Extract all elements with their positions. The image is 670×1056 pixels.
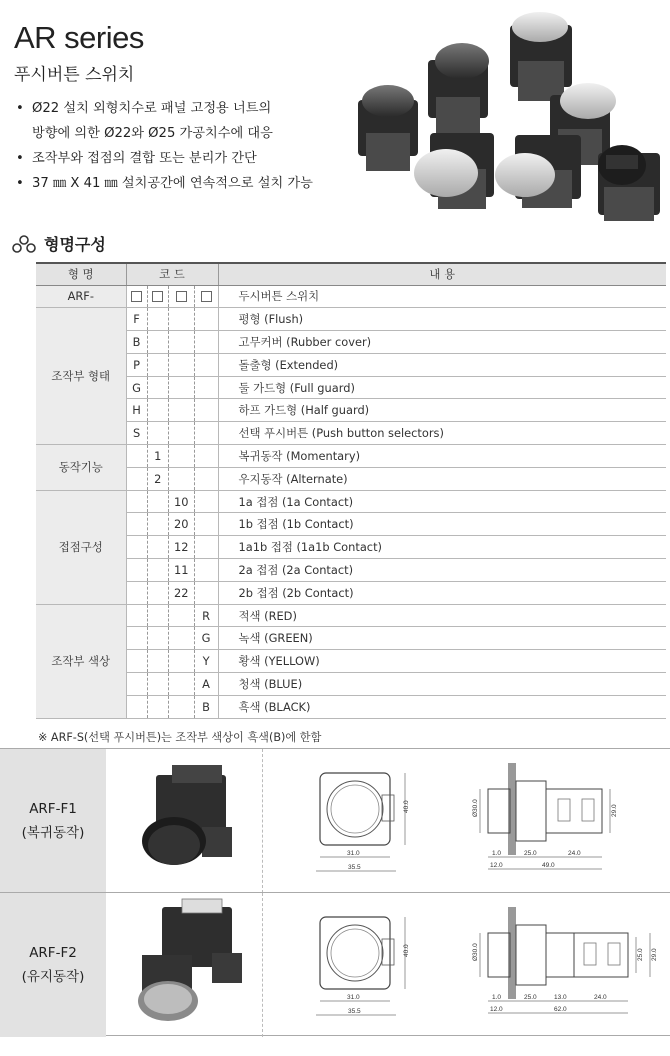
product-photo — [112, 749, 260, 893]
desc-cell: 적색 (RED) — [218, 604, 666, 627]
table-row — [36, 353, 666, 376]
product-row-f1 — [0, 748, 670, 892]
table-row — [36, 376, 666, 399]
dim-d4: 24.0 — [594, 994, 607, 1001]
dim-height: 40.0 — [403, 944, 410, 957]
desc-cell: 고무커버 (Rubber cover) — [218, 331, 666, 354]
header-code: 코 드 — [126, 263, 218, 285]
desc-cell: 황색 (YELLOW) — [218, 650, 666, 673]
desc-cell: 흑색 (BLACK) — [218, 695, 666, 718]
table-row — [36, 559, 666, 582]
dim-d3: 13.0 — [554, 994, 567, 1001]
code-cell: G — [194, 627, 218, 650]
dim-diameter: Ø30.0 — [472, 799, 479, 817]
code-cell: R — [194, 604, 218, 627]
code-cell: 22 — [168, 581, 194, 604]
code-cell: A — [194, 673, 218, 696]
code-cell: P — [126, 353, 147, 376]
dim-width-1: 31.0 — [347, 850, 360, 857]
code-cell: H — [126, 399, 147, 422]
feature-item-continued: 방향에 의한 Ø22와 Ø25 가공치수에 대응 — [32, 126, 273, 141]
dim-height-right-1: 25.0 — [637, 948, 644, 961]
table-row — [36, 399, 666, 422]
table-row — [36, 285, 666, 308]
code-cell: B — [126, 331, 147, 354]
table-row — [36, 467, 666, 490]
product-photo — [112, 893, 260, 1037]
desc-cell: 평형 (Flush) — [218, 308, 666, 331]
dim-total: 62.0 — [554, 1006, 567, 1013]
header-content: 내 용 — [218, 263, 666, 285]
group-contact: 접점구성 — [36, 490, 126, 604]
table-row — [36, 422, 666, 445]
table-row — [36, 581, 666, 604]
desc-cell: 1a 접점 (1a Contact) — [218, 490, 666, 513]
product-group-photo — [350, 5, 668, 227]
dim-d2: 25.0 — [524, 850, 537, 857]
group-operator-type: 조작부 형태 — [36, 308, 126, 445]
desc-cell: 청색 (BLUE) — [218, 673, 666, 696]
feature-item: • Ø22 설치 외형치수로 패널 고정용 너트의 — [16, 96, 346, 121]
dim-width-2: 35.5 — [348, 1008, 361, 1015]
section-header — [12, 232, 106, 255]
desc-cell: 1b 접점 (1b Contact) — [218, 513, 666, 536]
dim-height: 40.0 — [403, 800, 410, 813]
table-row — [36, 627, 666, 650]
table-row — [36, 604, 666, 627]
desc-cell: 녹색 (GREEN) — [218, 627, 666, 650]
table-row — [36, 490, 666, 513]
dim-d1: 1.0 — [492, 850, 502, 857]
product-mode: (복귀동작) — [21, 825, 85, 841]
table-row — [36, 536, 666, 559]
table-row — [36, 695, 666, 718]
desc-cell: 2b 접점 (2b Contact) — [218, 581, 666, 604]
code-cell: G — [126, 376, 147, 399]
dim-d2: 25.0 — [524, 994, 537, 1001]
group-function: 동작기능 — [36, 445, 126, 491]
dim-d3: 24.0 — [568, 850, 581, 857]
code-cell: B — [194, 695, 218, 718]
side-view-drawing — [450, 759, 664, 885]
feature-item: • 37 ㎜ X 41 ㎜ 설치공간에 연속적으로 설치 가능 — [16, 171, 346, 196]
desc-cell: 선택 푸시버튼 (Push button selectors) — [218, 422, 666, 445]
base-desc: 두시버튼 스위치 — [218, 285, 666, 308]
dim-d5: 12.0 — [490, 1006, 503, 1013]
desc-cell: 둘 가드형 (Full guard) — [218, 376, 666, 399]
feature-item: • 조작부와 접점의 결합 또는 분리가 간단 — [16, 146, 346, 171]
section-bullet-icon — [12, 235, 36, 253]
code-cell: F — [126, 308, 147, 331]
dim-diameter: Ø30.0 — [472, 943, 479, 961]
section-title: 형명구성 — [44, 235, 106, 254]
table-row — [36, 650, 666, 673]
dim-total: 49.0 — [542, 862, 555, 869]
table-row — [36, 513, 666, 536]
code-cell: 2 — [147, 467, 168, 490]
code-cell: 20 — [168, 513, 194, 536]
page-title: AR series — [14, 20, 144, 55]
product-model: ARF-F1 — [29, 801, 77, 817]
group-color: 조작부 색상 — [36, 604, 126, 718]
divider — [262, 749, 263, 893]
product-mode: (유지동작) — [21, 969, 85, 985]
desc-cell: 복귀동작 (Momentary) — [218, 445, 666, 468]
model-code-table — [36, 262, 666, 719]
dim-height-right-2: 29.0 — [651, 948, 658, 961]
table-row — [36, 673, 666, 696]
table-note: ※ ARF-S(선택 푸시버튼)는 조작부 색상이 흑색(B)에 한함 — [38, 731, 322, 744]
product-model: ARF-F2 — [29, 945, 77, 961]
product-label — [0, 749, 106, 893]
table-row — [36, 308, 666, 331]
product-label — [0, 893, 106, 1037]
code-cell: Y — [194, 650, 218, 673]
table-row — [36, 331, 666, 354]
desc-cell: 2a 접점 (2a Contact) — [218, 559, 666, 582]
dim-d1: 1.0 — [492, 994, 502, 1001]
product-row-f2 — [0, 892, 670, 1036]
dim-width-2: 35.5 — [348, 864, 361, 871]
desc-cell: 우지동작 (Alternate) — [218, 467, 666, 490]
code-box-icon — [168, 285, 194, 308]
base-model: ARF- — [36, 285, 126, 308]
dim-d4: 12.0 — [490, 862, 503, 869]
desc-cell: 1a1b 접점 (1a1b Contact) — [218, 536, 666, 559]
side-view-drawing — [450, 903, 664, 1029]
code-cell: 11 — [168, 559, 194, 582]
code-box-icon — [147, 285, 168, 308]
code-box-icon — [126, 285, 147, 308]
code-cell: 12 — [168, 536, 194, 559]
code-cell: 10 — [168, 490, 194, 513]
desc-cell: 돌출형 (Extended) — [218, 353, 666, 376]
page-subtitle: 푸시버튼 스위치 — [14, 65, 135, 85]
header-model: 형 명 — [36, 263, 126, 285]
table-row — [36, 445, 666, 468]
code-box-icon — [194, 285, 218, 308]
dim-height-right: 29.0 — [611, 804, 618, 817]
front-view-drawing — [300, 759, 420, 885]
front-view-drawing — [300, 903, 420, 1029]
desc-cell: 하프 가드형 (Half guard) — [218, 399, 666, 422]
dim-width-1: 31.0 — [347, 994, 360, 1001]
table-header-row — [36, 263, 666, 285]
feature-list — [16, 96, 346, 196]
code-cell: 1 — [147, 445, 168, 468]
code-cell: S — [126, 422, 147, 445]
divider — [262, 893, 263, 1037]
